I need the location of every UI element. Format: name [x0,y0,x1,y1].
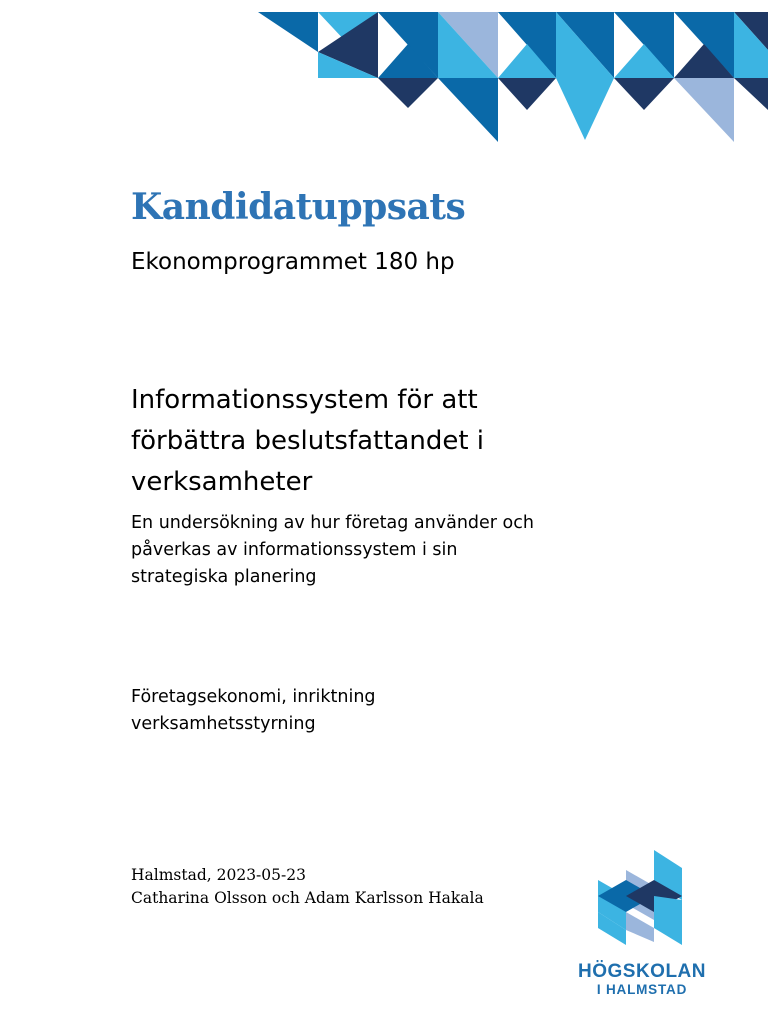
hogskolan-logo-icon [598,850,688,945]
banner-triangle [556,78,614,140]
subject-line: verksamhetsstyrning [131,714,316,734]
subtitle-line: strategiska planering [131,567,317,587]
subject-area [131,684,461,738]
banner-triangle [734,78,768,110]
decorative-triangle-banner [0,0,768,150]
thesis-title-line: Informationssystem för att [131,385,478,415]
thesis-title-line: förbättra beslutsfattandet i [131,426,485,456]
logo-shape [654,896,682,945]
banner-triangle [674,78,734,142]
logo-name: HÖGSKOLAN [578,961,706,982]
authors: Catharina Olsson och Adam Karlsson Hakala [131,889,484,907]
banner-triangle [614,78,674,110]
thesis-title [131,380,691,503]
thesis-title-line: verksamheter [131,467,313,497]
banner-triangle [258,12,318,52]
place-date: Halmstad, 2023-05-23 [131,866,306,884]
banner-triangle [378,78,438,108]
banner-triangle [498,78,556,110]
logo-place: I HALMSTAD [596,982,688,997]
program-name: Ekonomprogrammet 180 hp [131,249,455,275]
subtitle-line: påverkas av informationssystem i sin [131,540,458,560]
thesis-subtitle [131,510,591,591]
document-type-heading: Kandidatuppsats [131,186,466,228]
subtitle-line: En undersökning av hur företag använder och [131,513,534,533]
subject-line: Företagsekonomi, inriktning [131,687,376,707]
